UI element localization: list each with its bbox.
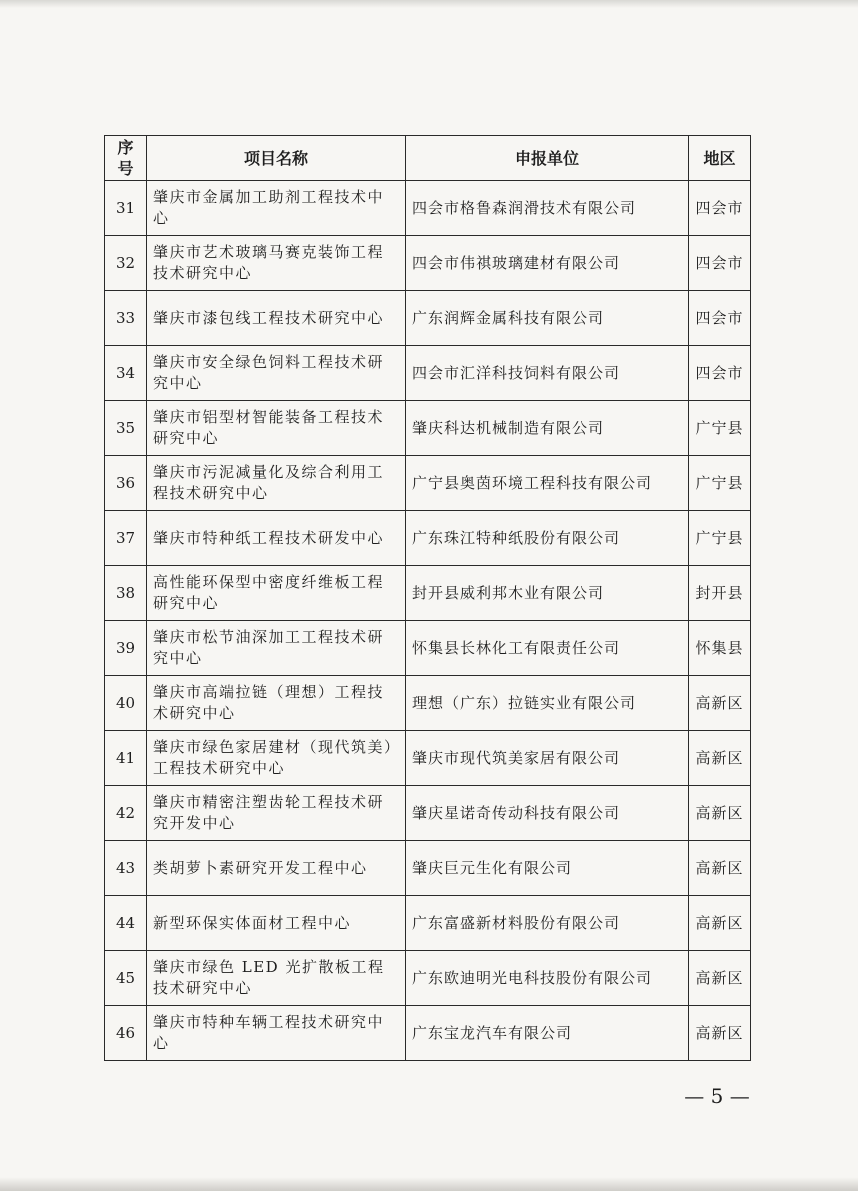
row-project-name: 肇庆市铝型材智能装备工程技术研究中心 bbox=[147, 401, 406, 456]
row-region: 四会市 bbox=[689, 181, 751, 236]
row-no: 32 bbox=[105, 236, 147, 291]
table-row bbox=[105, 621, 751, 676]
row-applicant-unit: 广宁县奥茵环境工程科技有限公司 bbox=[406, 456, 689, 511]
header-region: 地区 bbox=[689, 136, 751, 181]
row-applicant-unit: 理想（广东）拉链实业有限公司 bbox=[406, 676, 689, 731]
row-no: 46 bbox=[105, 1006, 147, 1061]
row-applicant-unit: 肇庆科达机械制造有限公司 bbox=[406, 401, 689, 456]
row-region: 广宁县 bbox=[689, 511, 751, 566]
row-region: 高新区 bbox=[689, 951, 751, 1006]
row-no: 33 bbox=[105, 291, 147, 346]
table-row bbox=[105, 676, 751, 731]
row-no: 38 bbox=[105, 566, 147, 621]
row-no: 34 bbox=[105, 346, 147, 401]
row-applicant-unit: 广东宝龙汽车有限公司 bbox=[406, 1006, 689, 1061]
row-project-name: 类胡萝卜素研究开发工程中心 bbox=[147, 841, 406, 896]
row-applicant-unit: 广东欧迪明光电科技股份有限公司 bbox=[406, 951, 689, 1006]
row-applicant-unit: 肇庆市现代筑美家居有限公司 bbox=[406, 731, 689, 786]
row-no: 41 bbox=[105, 731, 147, 786]
scan-edge-bottom bbox=[0, 1177, 858, 1191]
row-project-name: 肇庆市松节油深加工工程技术研究中心 bbox=[147, 621, 406, 676]
row-region: 广宁县 bbox=[689, 456, 751, 511]
row-project-name: 肇庆市绿色 LED 光扩散板工程技术研究中心 bbox=[147, 951, 406, 1006]
table-row bbox=[105, 841, 751, 896]
table-row bbox=[105, 291, 751, 346]
row-applicant-unit: 四会市格鲁森润滑技术有限公司 bbox=[406, 181, 689, 236]
row-region: 封开县 bbox=[689, 566, 751, 621]
row-no: 36 bbox=[105, 456, 147, 511]
header-project-name: 项目名称 bbox=[147, 136, 406, 181]
row-project-name: 肇庆市精密注塑齿轮工程技术研究开发中心 bbox=[147, 786, 406, 841]
scan-edge-top bbox=[0, 0, 858, 8]
table-row bbox=[105, 401, 751, 456]
row-region: 高新区 bbox=[689, 896, 751, 951]
row-project-name: 肇庆市绿色家居建材（现代筑美）工程技术研究中心 bbox=[147, 731, 406, 786]
table-row bbox=[105, 511, 751, 566]
table-row bbox=[105, 456, 751, 511]
row-region: 怀集县 bbox=[689, 621, 751, 676]
table-row bbox=[105, 896, 751, 951]
row-no: 35 bbox=[105, 401, 147, 456]
table-row bbox=[105, 346, 751, 401]
row-applicant-unit: 肇庆星诺奇传动科技有限公司 bbox=[406, 786, 689, 841]
row-project-name: 新型环保实体面材工程中心 bbox=[147, 896, 406, 951]
table-row bbox=[105, 181, 751, 236]
table-row bbox=[105, 786, 751, 841]
row-project-name: 肇庆市艺术玻璃马赛克装饰工程技术研究中心 bbox=[147, 236, 406, 291]
header-no: 序号 bbox=[105, 136, 147, 181]
row-region: 四会市 bbox=[689, 346, 751, 401]
table-row bbox=[105, 951, 751, 1006]
row-applicant-unit: 封开县威利邦木业有限公司 bbox=[406, 566, 689, 621]
row-no: 45 bbox=[105, 951, 147, 1006]
row-no: 40 bbox=[105, 676, 147, 731]
row-region: 四会市 bbox=[689, 291, 751, 346]
row-no: 43 bbox=[105, 841, 147, 896]
row-applicant-unit: 广东富盛新材料股份有限公司 bbox=[406, 896, 689, 951]
row-no: 31 bbox=[105, 181, 147, 236]
row-no: 39 bbox=[105, 621, 147, 676]
row-region: 高新区 bbox=[689, 676, 751, 731]
header-applicant-unit: 申报单位 bbox=[406, 136, 689, 181]
row-applicant-unit: 肇庆巨元生化有限公司 bbox=[406, 841, 689, 896]
row-no: 37 bbox=[105, 511, 147, 566]
row-no: 42 bbox=[105, 786, 147, 841]
row-applicant-unit: 广东润辉金属科技有限公司 bbox=[406, 291, 689, 346]
row-project-name: 肇庆市特种纸工程技术研发中心 bbox=[147, 511, 406, 566]
row-no: 44 bbox=[105, 896, 147, 951]
row-project-name: 肇庆市污泥减量化及综合利用工程技术研究中心 bbox=[147, 456, 406, 511]
table-row bbox=[105, 566, 751, 621]
row-region: 高新区 bbox=[689, 1006, 751, 1061]
page-number: — 5 — bbox=[684, 1084, 750, 1108]
row-region: 广宁县 bbox=[689, 401, 751, 456]
project-table bbox=[104, 135, 751, 1061]
row-region: 高新区 bbox=[689, 731, 751, 786]
row-project-name: 高性能环保型中密度纤维板工程研究中心 bbox=[147, 566, 406, 621]
table-row bbox=[105, 236, 751, 291]
row-project-name: 肇庆市漆包线工程技术研究中心 bbox=[147, 291, 406, 346]
row-project-name: 肇庆市高端拉链（理想）工程技术研究中心 bbox=[147, 676, 406, 731]
row-applicant-unit: 四会市伟祺玻璃建材有限公司 bbox=[406, 236, 689, 291]
row-project-name: 肇庆市特种车辆工程技术研究中心 bbox=[147, 1006, 406, 1061]
row-region: 四会市 bbox=[689, 236, 751, 291]
row-applicant-unit: 怀集县长林化工有限责任公司 bbox=[406, 621, 689, 676]
table-header-row bbox=[105, 136, 751, 181]
row-project-name: 肇庆市安全绿色饲料工程技术研究中心 bbox=[147, 346, 406, 401]
row-applicant-unit: 四会市汇洋科技饲料有限公司 bbox=[406, 346, 689, 401]
row-region: 高新区 bbox=[689, 786, 751, 841]
row-project-name: 肇庆市金属加工助剂工程技术中心 bbox=[147, 181, 406, 236]
row-applicant-unit: 广东珠江特种纸股份有限公司 bbox=[406, 511, 689, 566]
table-row bbox=[105, 731, 751, 786]
row-region: 高新区 bbox=[689, 841, 751, 896]
table-row bbox=[105, 1006, 751, 1061]
